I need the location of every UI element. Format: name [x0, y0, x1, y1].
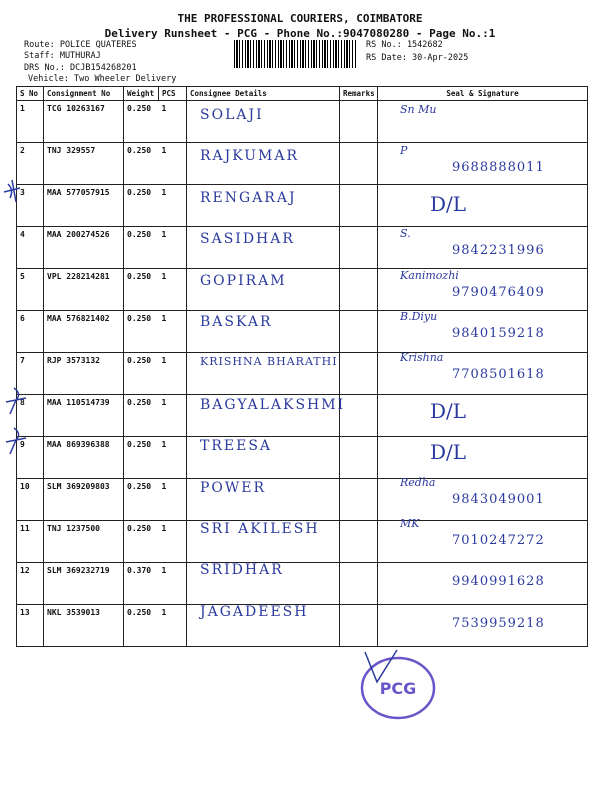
pcg-stamp — [357, 648, 439, 720]
consignee-name: SASIDHAR — [200, 231, 295, 248]
row-pcs: 1 — [159, 353, 187, 395]
consignee-name: KRISHNA BHARATHI — [200, 355, 338, 369]
row-consignment: MAA 576821402 — [44, 311, 124, 353]
row-consignment: TNJ 329557 — [44, 143, 124, 185]
rs-number: RS No.: 1542682 — [366, 40, 443, 50]
row-sno: 10 — [17, 479, 44, 521]
row-consignment: SLM 369209803 — [44, 479, 124, 521]
company-title: THE PROFESSIONAL COURIERS, COIMBATORE — [177, 12, 423, 25]
row-remarks — [340, 227, 378, 269]
consignee-name: RENGARAJ — [200, 189, 297, 206]
row-weight: 0.250 — [124, 227, 159, 269]
row-pcs: 1 — [159, 227, 187, 269]
row-remarks — [340, 437, 378, 479]
row-consignment: TNJ 1237500 — [44, 521, 124, 563]
consignee-name: GOPIRAM — [200, 272, 287, 289]
route-text: Route: POLICE QUATERES — [24, 40, 137, 50]
consignee-name: RAJKUMAR — [200, 148, 300, 165]
consignee-name: POWER — [200, 479, 267, 496]
row-weight: 0.250 — [124, 395, 159, 437]
row-weight: 0.250 — [124, 479, 159, 521]
col-pcs: PCS — [159, 87, 187, 101]
row-consignment: VPL 228214281 — [44, 269, 124, 311]
row-remarks — [340, 101, 378, 143]
contact-phone: 9840159218 — [452, 326, 545, 341]
row-sno: 6 — [17, 311, 44, 353]
row-signature — [378, 185, 588, 227]
signature: MK — [400, 517, 420, 530]
row-sno: 8 — [17, 395, 44, 437]
row-sno: 11 — [17, 521, 44, 563]
row-remarks — [340, 605, 378, 647]
row-pcs: 1 — [159, 395, 187, 437]
table-row — [17, 101, 588, 143]
row-weight: 0.250 — [124, 143, 159, 185]
row-weight: 0.250 — [124, 605, 159, 647]
row-sno: 1 — [17, 101, 44, 143]
signature: Redha — [400, 475, 436, 489]
row-pcs: 1 — [159, 101, 187, 143]
row-sno: 7 — [17, 353, 44, 395]
stamp-text: PCG — [379, 679, 417, 698]
col-consignment: Consignment No — [44, 87, 124, 101]
row-pcs: 1 — [159, 605, 187, 647]
row-consignment: SLM 369232719 — [44, 563, 124, 605]
consignee-name: TREESA — [200, 438, 273, 455]
row-weight: 0.250 — [124, 101, 159, 143]
tick-mark-icon — [4, 424, 30, 458]
row-weight: 0.250 — [124, 521, 159, 563]
col-consignee: Consignee Details — [187, 87, 340, 101]
row-consignment: MAA 869396388 — [44, 437, 124, 479]
signature: S. — [400, 227, 411, 241]
row-remarks — [340, 143, 378, 185]
table-header — [17, 87, 588, 101]
contact-phone: 7010247272 — [452, 533, 545, 548]
row-pcs: 1 — [159, 437, 187, 479]
table-row — [17, 437, 588, 479]
contact-phone: 7708501618 — [452, 367, 545, 383]
signature: D/L — [430, 191, 467, 216]
row-weight: 0.370 — [124, 563, 159, 605]
row-sno: 2 — [17, 143, 44, 185]
row-remarks — [340, 563, 378, 605]
row-pcs: 1 — [159, 269, 187, 311]
signature: D/L — [430, 440, 467, 465]
signature: Krishna — [400, 351, 444, 365]
row-signature — [378, 437, 588, 479]
row-weight: 0.250 — [124, 437, 159, 479]
col-weight: Weight — [124, 87, 159, 101]
staff-text: Staff: MUTHURAJ — [24, 51, 101, 61]
contact-phone: 7539959218 — [452, 615, 545, 631]
row-remarks — [340, 521, 378, 563]
row-remarks — [340, 269, 378, 311]
consignee-name: BASKAR — [200, 314, 273, 330]
row-consignment: NKL 3539013 — [44, 605, 124, 647]
signature: B.Diyu — [400, 310, 438, 323]
consignee-name: BAGYALAKSHMI — [200, 396, 346, 413]
contact-phone: 9842231996 — [452, 243, 545, 259]
row-pcs: 1 — [159, 479, 187, 521]
signature: Sn Mu — [400, 103, 437, 116]
runsheet-title: Delivery Runsheet - PCG - Phone No.:9047080280 - Page No.:1 — [104, 27, 496, 40]
col-sno: S No — [17, 87, 44, 101]
row-pcs: 1 — [159, 563, 187, 605]
vehicle-text: Vehicle: Two Wheeler Delivery — [28, 74, 177, 84]
row-consignment: RJP 3573132 — [44, 353, 124, 395]
contact-phone: 9688888011 — [452, 160, 545, 176]
row-pcs: 1 — [159, 185, 187, 227]
drs-text: DRS No.: DCJB154268201 — [24, 63, 137, 73]
signature: P — [400, 144, 408, 158]
table-row — [17, 185, 588, 227]
contact-phone: 9790476409 — [452, 284, 545, 300]
signature: Kanimozhi — [400, 268, 459, 282]
row-weight: 0.250 — [124, 311, 159, 353]
consignee-name: JAGADEESH — [200, 603, 309, 620]
row-pcs: 1 — [159, 311, 187, 353]
row-remarks — [340, 353, 378, 395]
contact-phone: 9843049001 — [452, 491, 545, 507]
tick-mark-icon — [4, 384, 30, 418]
row-sno: 13 — [17, 605, 44, 647]
signature: D/L — [430, 398, 467, 423]
row-remarks — [340, 395, 378, 437]
row-sno: 9 — [17, 437, 44, 479]
contact-phone: 9940991628 — [452, 574, 545, 590]
row-remarks — [340, 311, 378, 353]
row-sno: 3 — [17, 185, 44, 227]
row-signature — [378, 395, 588, 437]
row-weight: 0.250 — [124, 353, 159, 395]
row-sno: 12 — [17, 563, 44, 605]
row-remarks — [340, 479, 378, 521]
row-consignment: MAA 110514739 — [44, 395, 124, 437]
row-consignment: MAA 200274526 — [44, 227, 124, 269]
row-pcs: 1 — [159, 143, 187, 185]
row-pcs: 1 — [159, 521, 187, 563]
consignee-name: SRI AKILESH — [200, 521, 320, 537]
row-sno: 4 — [17, 227, 44, 269]
col-signature: Seal & Signature — [378, 87, 588, 101]
barcode — [234, 40, 356, 68]
consignee-name: SRIDHAR — [200, 562, 284, 579]
rs-date: RS Date: 30-Apr-2025 — [366, 53, 469, 63]
row-remarks — [340, 185, 378, 227]
row-sno: 5 — [17, 269, 44, 311]
row-weight: 0.250 — [124, 185, 159, 227]
col-remarks: Remarks — [340, 87, 378, 101]
consignee-name: SOLAJI — [200, 107, 264, 123]
row-consignment: MAA 577057915 — [44, 185, 124, 227]
row-weight: 0.250 — [124, 269, 159, 311]
tick-mark-icon — [0, 176, 30, 206]
row-consignment: TCG 10263167 — [44, 101, 124, 143]
